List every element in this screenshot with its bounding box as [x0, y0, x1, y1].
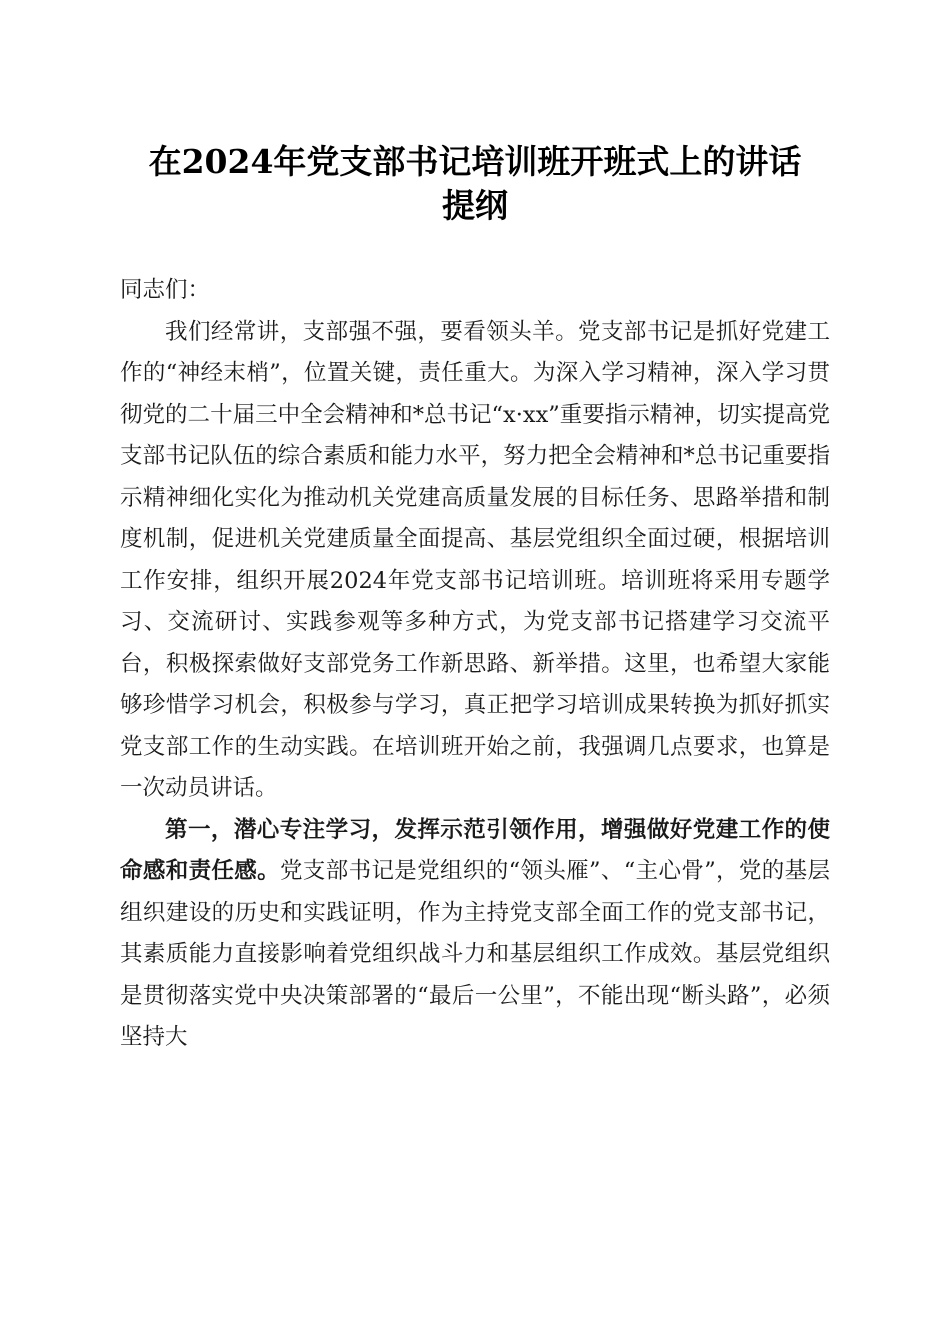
document-body: [120, 270, 830, 1059]
document-title-line-2: 提纲: [442, 186, 508, 225]
document-title-line-1: 在2024年党支部书记培训班开班式上的讲话: [148, 142, 802, 181]
salutation: 同志们：: [120, 277, 211, 303]
paragraph-2-body: 党支部书记是党组织的“领头雁”、“主心骨”，党的基层组织建设的历史和实践证明，作为主持党支部全面工作的党支部书记，其素质能力直接影响着党组织战斗力和基层组织工作成效。基层党组织是贯彻落实党中央决策部署的“最后一公里”，不能出现“断头路”，必须坚持大: [120, 858, 830, 1050]
paragraph-2-heading: 第一，潜心专注学习，发挥示范引领作用，增强做好党建工作的使命感和责任感。: [120, 816, 830, 884]
paragraph-1: 我们经常讲，支部强不强，要看领头羊。党支部书记是抓好党建工作的“神经末梢”，位置关键，责任重大。为深入学习精神，深入学习贯彻党的二十届三中全会精神和*总书记“x·xx”重要指示精神，切实提高党支部书记队伍的综合素质和能力水平，努力把全会精神和*总书记重要指示精神细化实化为推动机关党建高质量发展的目标任务、思路举措和制度机制，促进机关党建质量全面提高、基层党组织全面过硬，根据培训工作安排，组织开展2024年党支部书记培训班。培训班将采用专题学习、交流研讨、实践参观等多种方式，为党支部书记搭建学习交流平台，积极探索做好支部党务工作新思路、新举措。这里，也希望大家能够珍惜学习机会，积极参与学习，真正把学习培训成果转换为抓好抓实党支部工作的生动实践。在培训班开始之前，我强调几点要求，也算是一次动员讲话。: [120, 318, 830, 801]
paragraph-2: [120, 810, 830, 1059]
